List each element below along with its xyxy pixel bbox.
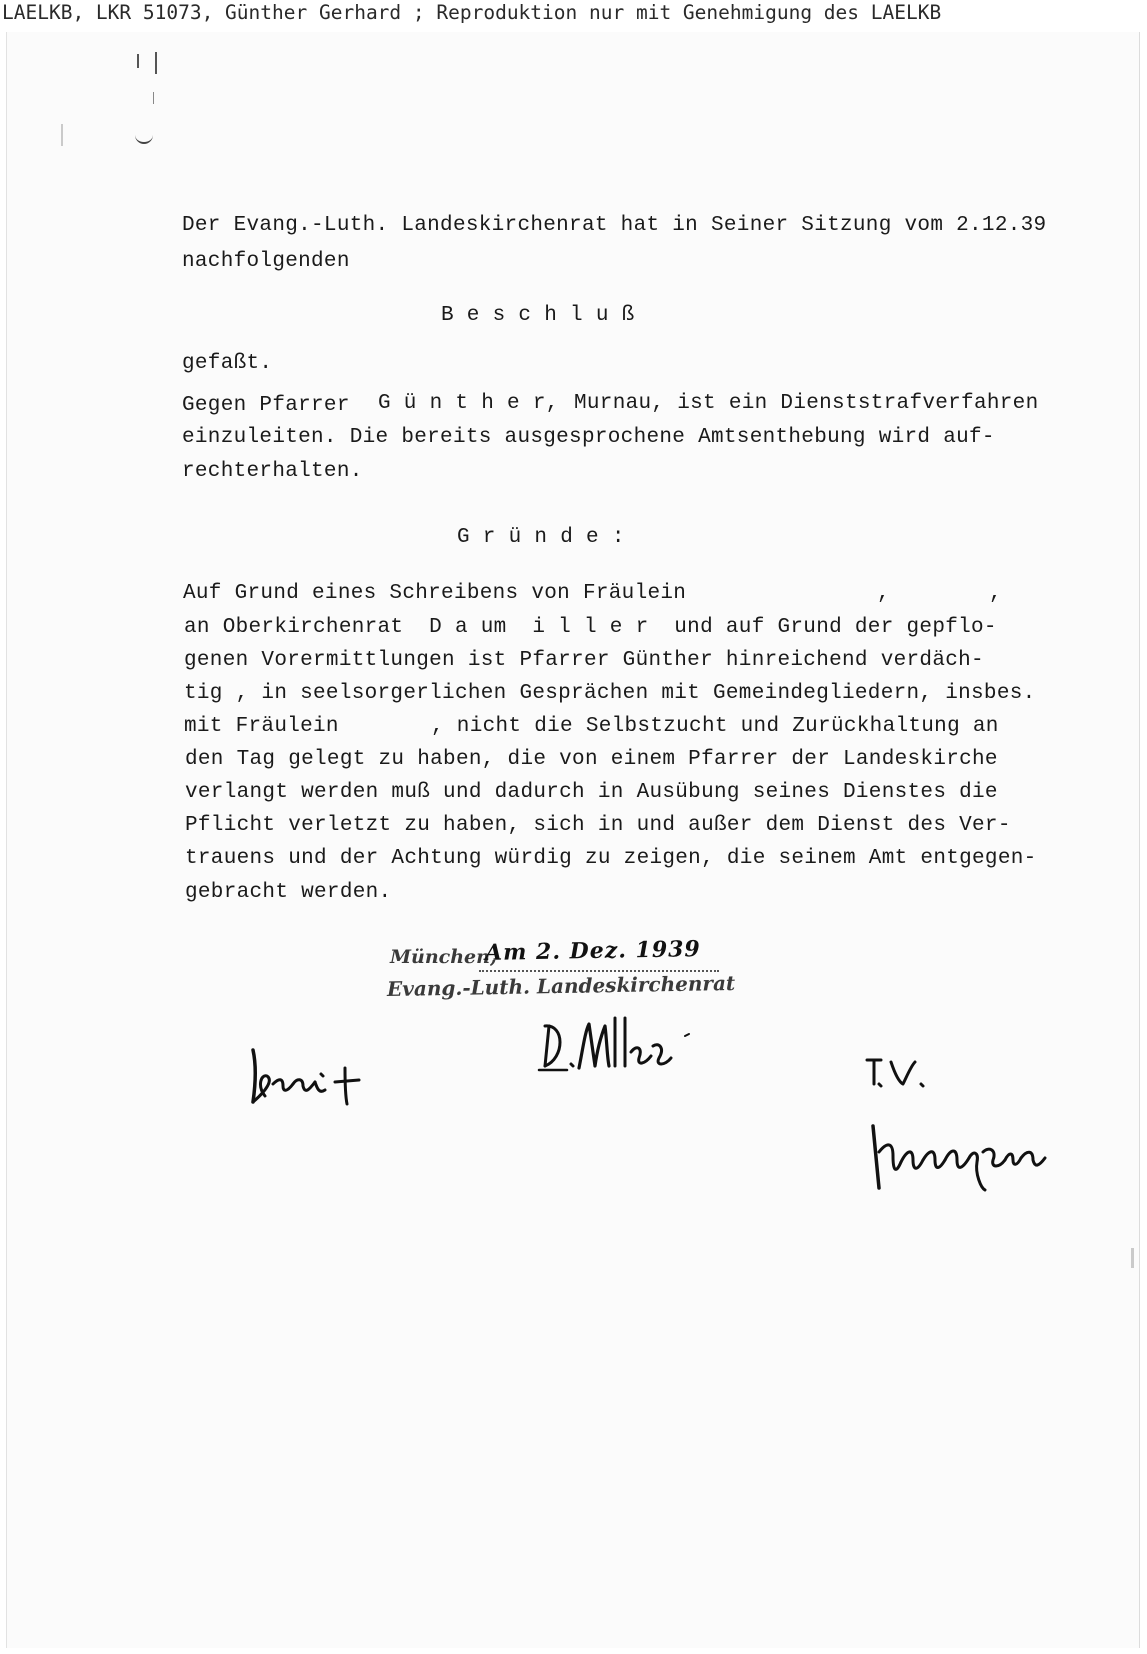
- reasons-line-3: genen Vorermittlungen ist Pfarrer Günther hinreichend verdäch-: [184, 649, 984, 672]
- signature-right: [867, 1112, 1067, 1192]
- decision-name: G ü n t h e r,: [378, 392, 559, 415]
- decision-line-1b: Murnau, ist ein Dienststrafverfahren: [574, 392, 1039, 415]
- intro-line-1: Der Evang.-Luth. Landeskirchenrat hat in Seiner Sitzung vom 2.12.39: [182, 214, 1047, 237]
- decision-line-2: einzuleiten. Die bereits ausgesprochene Amtsenthebung wird auf-: [182, 426, 995, 449]
- reasons-line-9: trauens und der Achtung würdig zu zeigen, die seinem Amt entgegen-: [185, 847, 1037, 870]
- signature-center: [535, 1008, 695, 1078]
- reasons-line-4: tig , in seelsorgerlichen Gesprächen mit Gemeindegliedern, insbes.: [184, 682, 1036, 705]
- decision-line-1a: Gegen Pfarrer: [182, 394, 350, 417]
- margin-mark: [135, 52, 165, 152]
- decision-line-3: rechterhalten.: [182, 460, 363, 483]
- reasons-line-6: den Tag gelegt zu haben, die von einem Pfarrer der Landeskirche: [185, 748, 998, 771]
- reasons-line-1c: ,: [989, 582, 1002, 605]
- reasons-line-1a: Auf Grund eines Schreibens von Fräulein: [183, 582, 687, 605]
- gefasst-line: gefaßt.: [182, 352, 273, 375]
- document-page: [6, 32, 1140, 1648]
- paper-edge-mark: [1131, 1248, 1134, 1268]
- heading-gruende: G r ü n d e :: [457, 526, 625, 549]
- reasons-line-7: verlangt werden muß und dadurch in Ausübung seines Dienstes die: [185, 781, 998, 804]
- margin-pencil-mark: [61, 124, 71, 146]
- reasons-line-10: gebracht werden.: [185, 881, 392, 904]
- signature-right-prefix: [863, 1054, 933, 1094]
- intro-line-2: nachfolgenden: [182, 250, 350, 273]
- stamp-authority: Evang.-Luth. Landeskirchenrat: [386, 970, 736, 1002]
- reasons-line-8: Pflicht verletzt zu haben, sich in und außer dem Dienst des Ver-: [185, 814, 1011, 837]
- stamp-handwritten-date: Am 2. Dez. 1939: [484, 936, 701, 966]
- heading-beschluss: B e s c h l u ß: [441, 304, 635, 327]
- reasons-line-5b: , nicht die Selbstzucht und Zurückhaltung an: [431, 715, 999, 738]
- reasons-line-1b: ,: [877, 582, 890, 605]
- signature-left: [247, 1040, 377, 1110]
- reasons-line-2: an Oberkirchenrat D a um i l l e r und auf Grund der gepflo-: [184, 616, 997, 639]
- stamp-place-label: München,: [390, 946, 497, 968]
- archive-header: LAELKB, LKR 51073, Günther Gerhard ; Reproduktion nur mit Genehmigung des LAELKB: [0, 0, 1147, 30]
- reasons-line-5a: mit Fräulein: [184, 715, 339, 738]
